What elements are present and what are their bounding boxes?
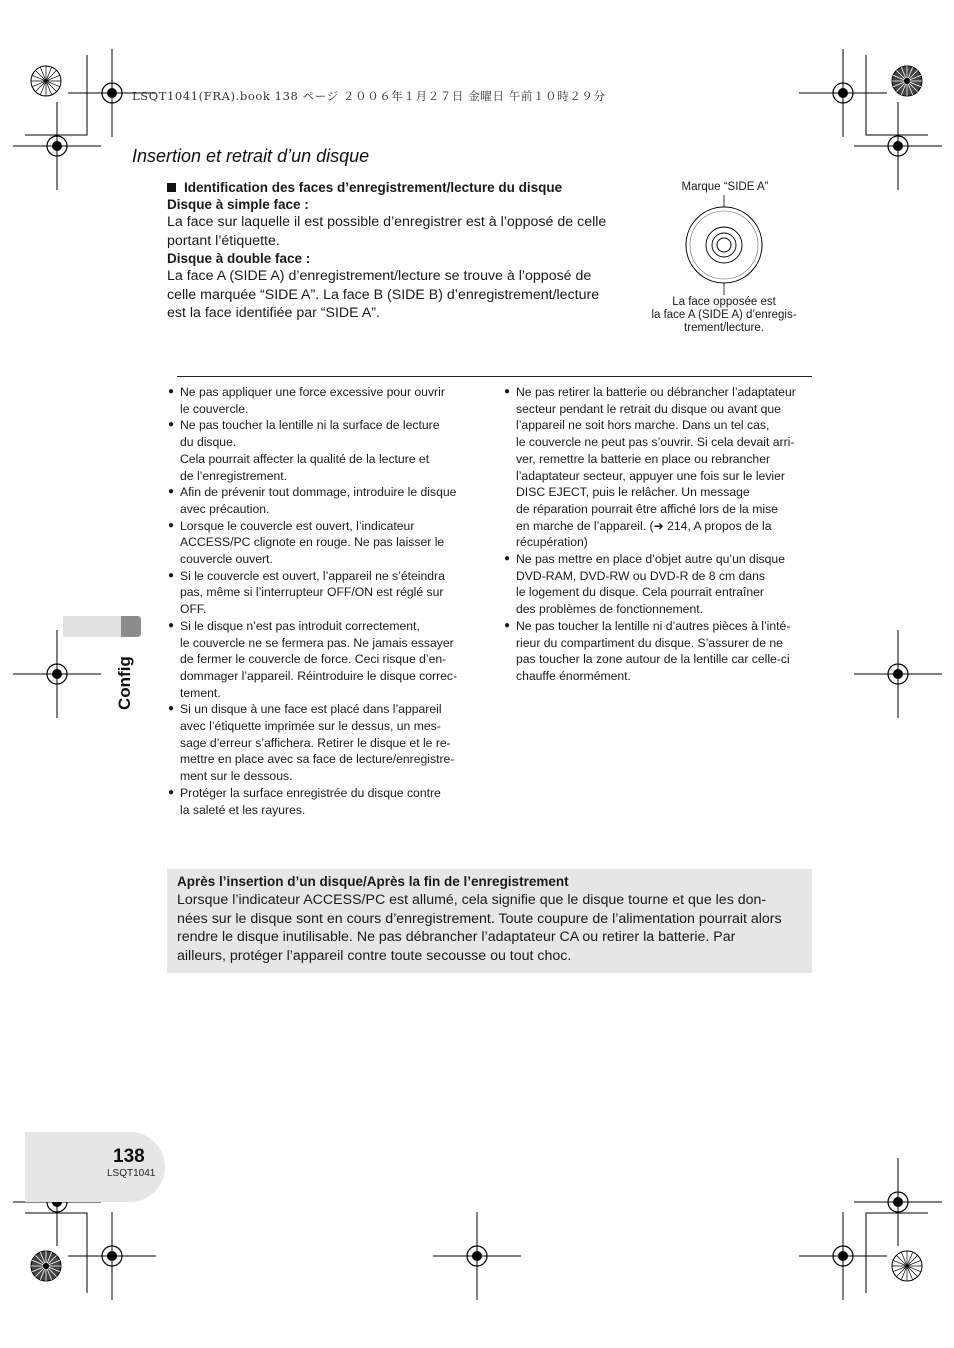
bullet-line: le couvercle ne se fermera pas. Ne jamais essayer	[180, 635, 454, 650]
bullet-item	[168, 785, 488, 818]
bullet-line: dommager l’appareil. Réintroduire le disque correc-	[180, 668, 458, 683]
bullet-line: récupération)	[516, 535, 588, 550]
single-sided-label: Disque à simple face :	[167, 197, 309, 212]
bullet-item	[168, 518, 488, 568]
file-header: LSQT1041(FRA).book 138 ページ ２００６年１月２７日 金曜日 午前１０時２９分	[132, 89, 606, 103]
identification-heading: Identification des faces d’enregistrement/lecture du disque	[167, 180, 637, 195]
bullet-item	[168, 417, 488, 484]
disc-icon	[680, 195, 770, 295]
bullet-line: Protéger la surface enregistrée du disque contre	[180, 785, 441, 800]
bullet-dot-icon: ●	[168, 486, 175, 498]
bullet-line: le couvercle.	[180, 401, 249, 416]
bullet-line: du disque.	[180, 435, 237, 450]
bullet-line: Lorsque le couvercle est ouvert, l’indicateur	[180, 518, 415, 533]
bullet-line: en marche de l’appareil. (➜ 214, A propos de la	[516, 518, 772, 533]
bullet-item	[168, 568, 488, 618]
bullet-line: Si un disque à une face est placé dans l’appareil	[180, 702, 442, 717]
bullet-dot-icon: ●	[168, 519, 175, 531]
bullet-line: secteur pendant le retrait du disque ou avant que	[516, 401, 781, 416]
bullet-line: l’adaptateur secteur, appuyer une fois sur le levier	[516, 468, 785, 483]
bullet-line: rieur du compartiment du disque. S’assurer de ne	[516, 635, 783, 650]
bullet-item	[504, 384, 819, 551]
single-sided-text: La face sur laquelle il est possible d’enregistrer est à l’opposé de celle portant l’étiquette.	[167, 214, 607, 249]
bullet-line: Ne pas mettre en place d’objet autre qu’un disque	[516, 552, 785, 567]
bullet-line: Si le disque n’est pas introduit correctement,	[180, 618, 420, 633]
section-title: Insertion et retrait d’un disque	[132, 146, 370, 166]
bullet-line: des problèmes de fonctionnement.	[516, 602, 703, 617]
bullet-line: couvercle ouvert.	[180, 552, 273, 567]
bullet-line: DVD-RAM, DVD-RW ou DVD-R de 8 cm dans	[516, 568, 765, 583]
bullet-line: Ne pas appliquer une force excessive pour ouvrir	[180, 385, 445, 399]
bullet-line: le couvercle ne peut pas s’ouvrir. Si cela devait arri-	[516, 435, 795, 450]
bullet-dot-icon: ●	[168, 703, 175, 715]
note-heading: Après l’insertion d’un disque/Après la fin de l’enregistrement	[177, 874, 569, 889]
bullet-list-right	[504, 384, 819, 685]
bullet-dot-icon: ●	[168, 386, 175, 397]
bullet-line: Si le couvercle est ouvert, l’appareil ne s’éteindra	[180, 568, 445, 583]
bullet-line: de réparation pourrait être affiché lors de la mise	[516, 501, 778, 516]
bullet-dot-icon: ●	[168, 419, 175, 431]
note-text: Lorsque l’indicateur ACCESS/PC est allumé, cela signifie que le disque tourne et que les don- nées sur le disque sont en cours d’enregistrement. Toute coupure de l’alimentation pourrait alors rendre le disque inutilisable. Ne pas débrancher l’adaptateur CA ou retirer la batterie. Par ailleurs, protéger l’appareil contre toute secousse ou tout choc.	[177, 892, 782, 964]
bullet-line: l’appareil ne soit hors marche. Dans un tel cas,	[516, 418, 770, 433]
bullet-line: ment sur le dessous.	[180, 769, 293, 784]
bullet-line: ver, remettre la batterie en place ou rebrancher	[516, 451, 771, 466]
bullet-item	[168, 484, 488, 517]
double-sided-text: La face A (SIDE A) d’enregistrement/lecture se trouve à l’opposé de celle marquée “SIDE A”. La face B (SIDE B) d’enregistrement/lecture est la face identifiée par “SIDE A”.	[167, 268, 600, 321]
divider	[177, 376, 812, 377]
bullet-item	[504, 618, 819, 685]
bullet-list-left	[168, 384, 488, 818]
model-code: LSQT1041	[107, 1168, 156, 1179]
bullet-item	[168, 618, 488, 702]
bullet-line: Cela pourrait affecter la qualité de la lecture et	[180, 451, 430, 466]
bullet-line: Ne pas retirer la batterie ou débrancher l’adaptateur	[516, 385, 796, 399]
bullet-line: DISC EJECT, puis le relâcher. Un message	[516, 485, 750, 500]
double-sided-label: Disque à double face :	[167, 251, 311, 266]
bullet-line: pas, même si l’interrupteur OFF/ON est réglé sur	[180, 585, 444, 600]
bullet-line: le logement du disque. Cela pourrait entraîner	[516, 585, 764, 600]
bullet-item	[168, 384, 488, 417]
bullet-line: tement.	[180, 685, 221, 700]
bullet-dot-icon: ●	[168, 619, 175, 631]
bullet-item	[168, 701, 488, 785]
bullet-item	[504, 551, 819, 618]
bullet-line: de fermer le couvercle de force. Ceci risque d’en-	[180, 652, 447, 667]
bullet-line: chauffe énormément.	[516, 668, 631, 683]
page-number: 138	[113, 1146, 145, 1167]
bullet-line: de l’enregistrement.	[180, 468, 288, 483]
note-content	[177, 874, 807, 965]
bullet-dot-icon: ●	[168, 569, 175, 581]
bullet-dot-icon: ●	[504, 553, 511, 565]
bullet-line: avec l’étiquette imprimée sur le dessus, un mes-	[180, 719, 441, 734]
bullet-line: sage d’erreur s’affichera. Retirer le disque et le re-	[180, 735, 451, 750]
bullet-line: ACCESS/PC clignote en rouge. Ne pas laisser le	[180, 535, 445, 550]
bullet-line: OFF.	[180, 602, 207, 617]
square-bullet-icon	[167, 183, 176, 192]
bullet-line: Ne pas toucher la lentille ni la surface de lecture	[180, 418, 440, 433]
bullet-dot-icon: ●	[504, 386, 511, 397]
bullet-line: mettre en place avec sa face de lecture/enregistre-	[180, 752, 455, 767]
side-tab-marker	[121, 616, 141, 637]
side-section-label: Config	[115, 656, 134, 710]
bullet-line: avec précaution.	[180, 501, 270, 516]
bullet-dot-icon: ●	[504, 619, 511, 631]
bullet-line: la saleté et les rayures.	[180, 802, 306, 817]
bullet-line: Afin de prévenir tout dommage, introduire le disque	[180, 485, 457, 500]
identification-block	[167, 180, 637, 323]
bullet-dot-icon: ●	[168, 786, 175, 798]
side-a-mark-label: Marque “SIDE A”	[681, 181, 769, 193]
bullet-line: pas toucher la zone autour de la lentille car celle-ci	[516, 652, 790, 667]
bullet-line: Ne pas toucher la lentille ni d’autres pièces à l’inté-	[516, 618, 791, 633]
opposite-side-caption: La face opposée est la face A (SIDE A) d’enregis- trement/lecture.	[651, 296, 797, 334]
